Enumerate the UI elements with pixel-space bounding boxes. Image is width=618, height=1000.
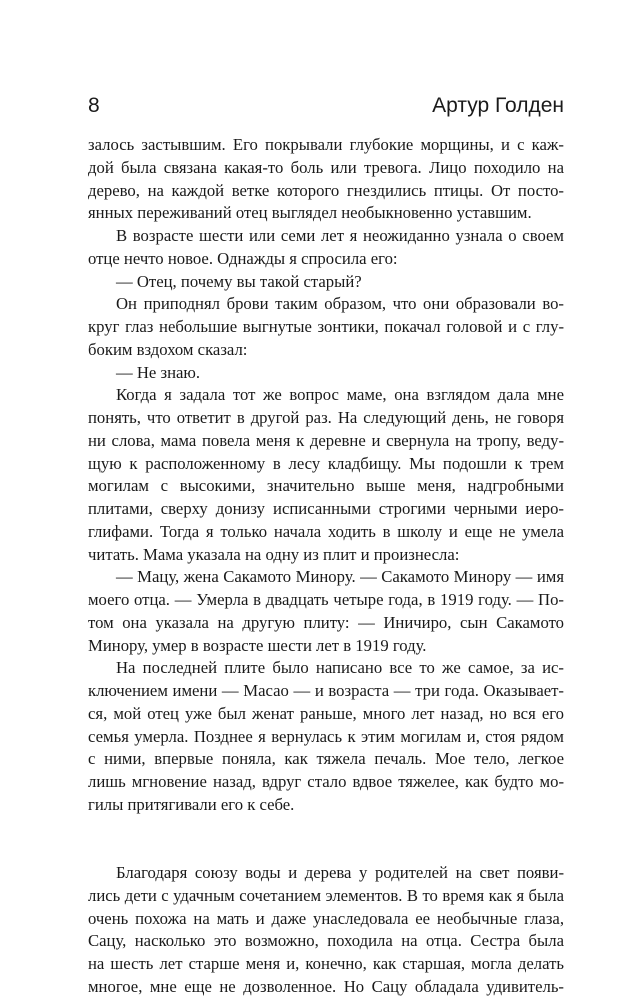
text-line: могилам с высокими, значительно выше меня, надгробными [88,476,564,496]
section-break [88,839,564,862]
text-line: — Не знаю. [116,362,201,382]
text-line: том она указала на другую плиту: — Иничиро, сын Сакамото [88,612,564,632]
text-line: В возрасте шести или семи лет я неожиданно узнала о своем [116,226,564,245]
section-break [88,817,564,840]
text-line: ся, мой отец уже был женат раньше, много лет назад, но вся его [88,703,564,723]
text-line: На последней плите было написано все то же самое, за ис- [116,658,564,678]
text-line: семья умерла. Позднее я вернулась к этим могилам и, стоя рядом [88,726,564,746]
text-line: Когда я задала тот же вопрос маме, она взглядом дала мне [116,385,564,405]
text-line: на шесть лет старше меня и, конечно, как старшая, могла делать [88,954,564,973]
text-line: понять, что ответит в другой раз. На следующий день, не говоря [88,408,564,427]
text-line: отце нечто новое. Однажды я спросила его: [88,248,398,268]
text-line: боким вздохом сказал: [88,339,248,359]
text-line: Благодаря союзу воды и дерева у родителей на свет появи- [116,863,564,882]
text-line: читать. Мама указала на одну из плит и произнесла: [88,544,460,564]
text-line: глифами. Тогда я только начала ходить в школу и еще не умела [88,521,564,541]
text-line: дой была связана какая-то боль или тревога. Лицо походило на [88,157,564,177]
text-line: янных переживаний отец выглядел необыкновенно уставшим. [88,203,532,223]
text-line: лись дети с удачным сочетанием элементов. В то время как я была [88,885,564,905]
text-line: Он приподнял брови таким образом, что они образовали во- [116,294,564,314]
text-line: ключением имени — Масао — и возраста — три года. Оказывает- [88,681,564,700]
text-line: лишь мгновение назад, вдруг стало вдвое тяжелее, как будто мо- [88,772,564,791]
text-line: с ними, впервые поняла, как тяжела печаль. Мое тело, легкое [88,749,564,769]
text-line: моего отца. — Умерла в двадцать четыре года, в 1919 году. — По- [88,590,564,609]
text-section-1 [88,134,564,817]
text-line: ни слова, мама повела меня к деревне и свернула на тропу, веду- [88,430,564,450]
text-line: круг глаз небольшие выгнутые зонтики, покачал головой и с глу- [88,317,564,336]
running-title: Артур Голден [432,94,564,117]
page-number: 8 [88,94,100,117]
text-line: — Мацу, жена Сакамото Минору. — Сакамото Минору — имя [116,567,564,587]
text-line: залось застывшим. Его покрывали глубокие морщины, и с каж- [88,135,564,154]
text-line: Минору, умер в возрасте шести лет в 1919 году. [88,635,427,655]
running-header [88,92,564,120]
text-line: плитами, сверху донизу исписанными строгими черными иеро- [88,499,564,518]
text-line: Сацу, насколько это возможно, походила на отца. Сестра была [88,931,564,951]
text-line: дерево, на каждой ветке которого гнездились птицы. От посто- [88,180,564,200]
text-line: многое, мне еще не дозволенное. Но Сацу обладала удивитель- [88,976,564,996]
text-line: щую к расположенному в лесу кладбищу. Мы подошли к трем [88,453,564,473]
text-section-2 [88,862,564,999]
text-line: гилы притягивали его к себе. [88,794,295,814]
body-text [88,134,564,999]
text-line: очень похожа на мать и даже унаследовала ее необычные глаза, [88,908,564,928]
text-line: — Отец, почему вы такой старый? [116,271,362,291]
